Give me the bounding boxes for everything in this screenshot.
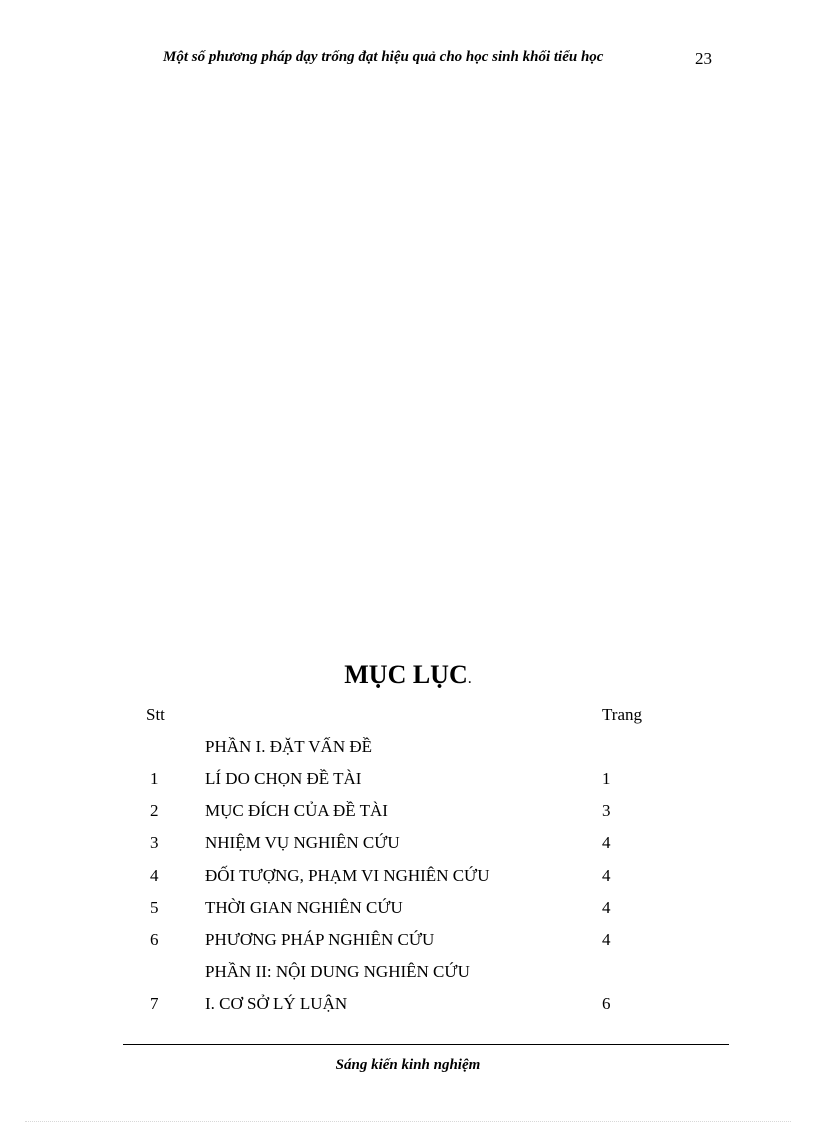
toc-row-stt: 5 [150, 898, 159, 917]
toc-row-name: PHƯƠNG PHÁP NGHIÊN CỨU [205, 930, 435, 949]
toc-row [0, 866, 816, 890]
toc-title-text: MỤC LỤC [344, 660, 468, 689]
toc-row [0, 737, 816, 761]
toc-row-stt: 6 [150, 930, 159, 949]
toc-row-name: ĐỐI TƯỢNG, PHẠM VI NGHIÊN CỨU [205, 866, 490, 885]
col-header-stt: Stt [146, 705, 165, 724]
toc-row-name: THỜI GIAN NGHIÊN CỨU [205, 898, 403, 917]
toc-row-stt: 7 [150, 994, 159, 1013]
toc-row-page: 4 [602, 866, 611, 885]
footer-divider [123, 1044, 729, 1045]
toc-title [0, 660, 816, 690]
toc-title-suffix: . [467, 670, 472, 687]
page-bottom-edge [25, 1121, 791, 1122]
toc-row-name: PHẦN I. ĐẶT VẤN ĐỀ [205, 737, 373, 756]
toc-row-stt: 2 [150, 801, 159, 820]
toc-row-page: 4 [602, 930, 611, 949]
toc-row-stt: 3 [150, 833, 159, 852]
toc-row-stt: 1 [150, 769, 159, 788]
col-header-page: Trang [602, 705, 642, 724]
toc-row-stt: 4 [150, 866, 159, 885]
toc-row [0, 898, 816, 922]
running-footer: Sáng kiến kinh nghiệm [335, 1057, 481, 1073]
toc-row-page: 6 [602, 994, 611, 1013]
toc-row-name: LÍ DO CHỌN ĐỀ TÀI [205, 769, 362, 788]
page-number: 23 [695, 49, 712, 68]
toc-row [0, 769, 816, 793]
running-header-title: Một số phương pháp dạy trống đạt hiệu quả cho học sinh khối tiểu học [163, 49, 604, 65]
toc-row-page: 3 [602, 801, 611, 820]
toc-row [0, 833, 816, 857]
toc-row [0, 962, 816, 986]
toc-row-name: MỤC ĐÍCH CỦA ĐỀ TÀI [205, 801, 388, 820]
toc-row [0, 994, 816, 1018]
toc-header-row [0, 705, 816, 729]
toc-row-name: I. CƠ SỞ LÝ LUẬN [205, 994, 348, 1013]
toc-row-page: 1 [602, 769, 611, 788]
toc-row [0, 801, 816, 825]
toc-row-page: 4 [602, 898, 611, 917]
toc-row [0, 930, 816, 954]
toc-row-page: 4 [602, 833, 611, 852]
toc-row-name: NHIỆM VỤ NGHIÊN CỨU [205, 833, 400, 852]
toc-row-name: PHẦN II: NỘI DUNG NGHIÊN CỨU [205, 962, 470, 981]
